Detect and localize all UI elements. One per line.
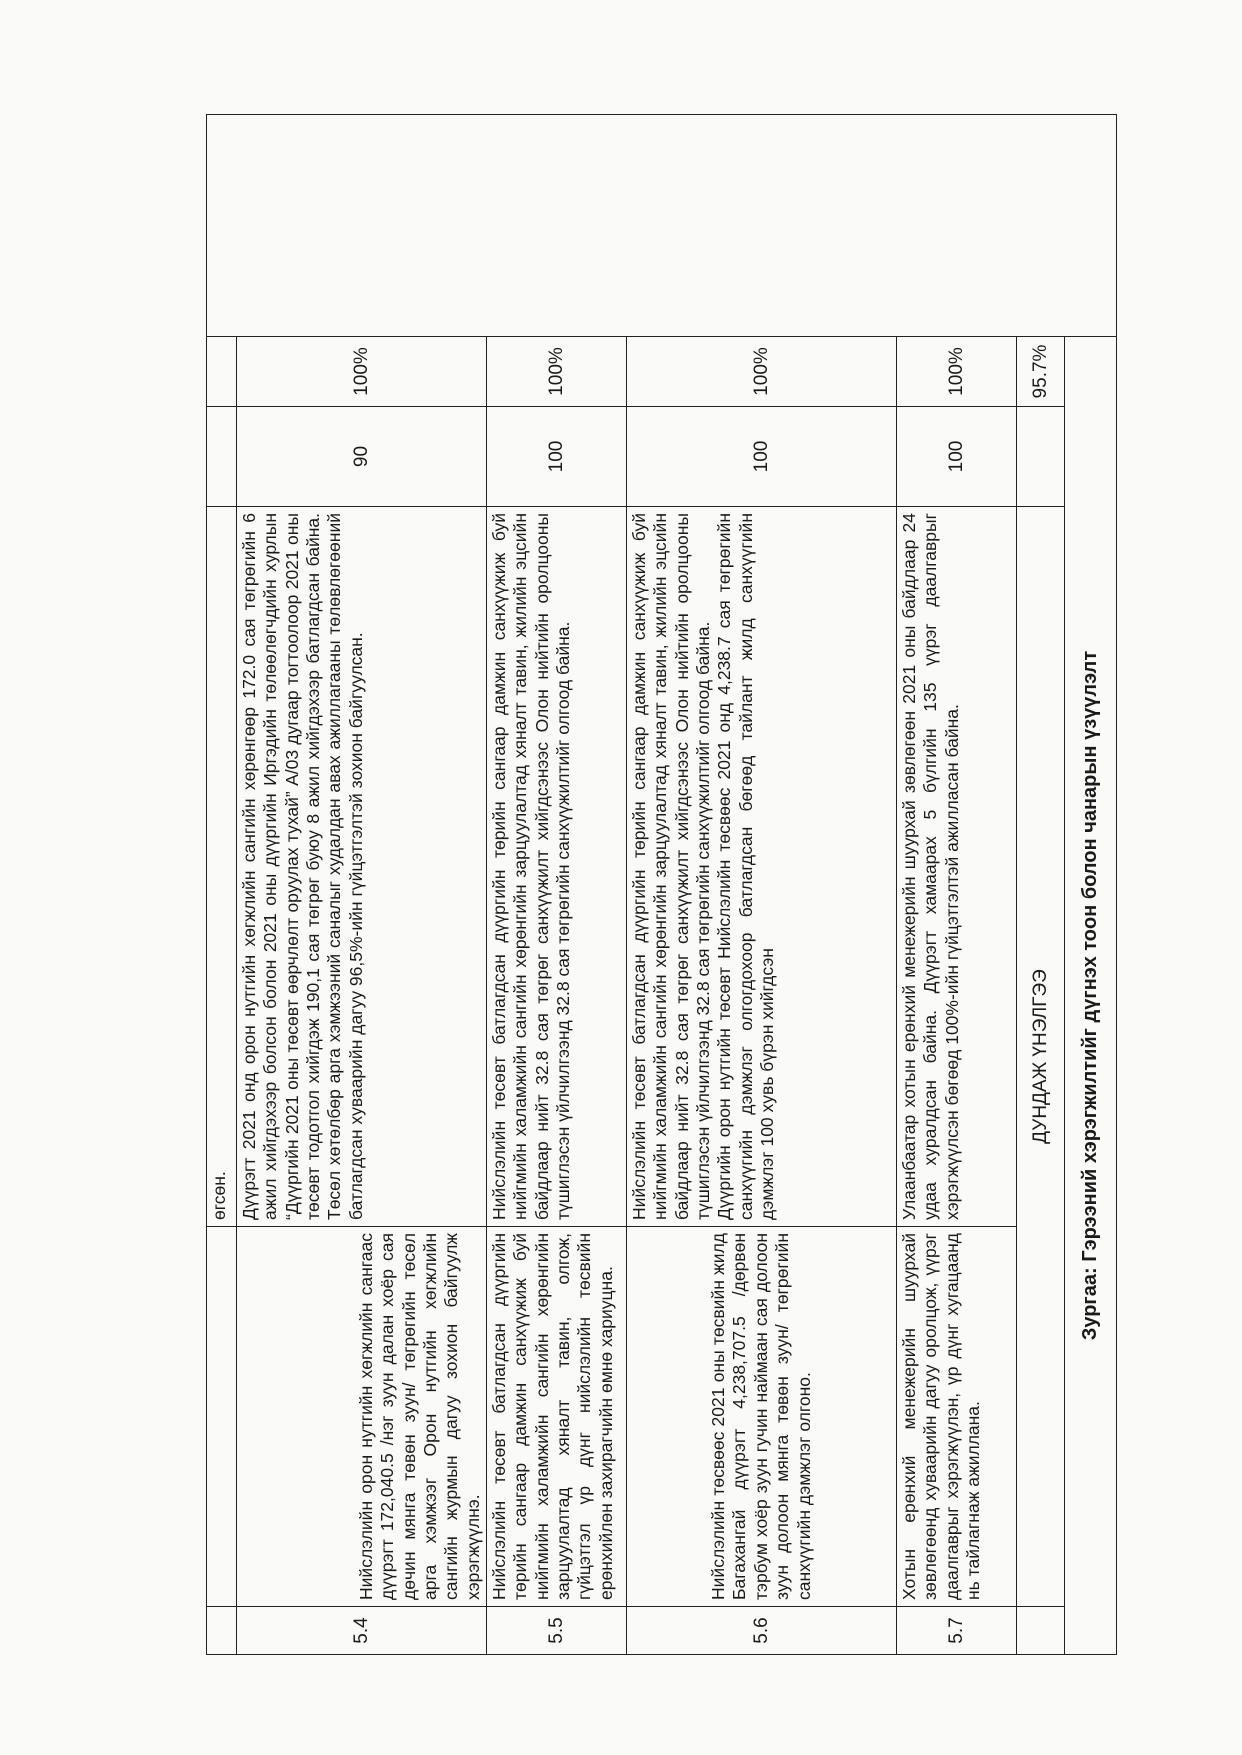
evaluation-table [206, 114, 1117, 1655]
average-label: ДУНДАЖ ҮНЭЛГЭЭ [1017, 507, 1065, 1607]
row-number: 5.5 [487, 1607, 627, 1655]
table-row [207, 115, 237, 1655]
value-cell: 100 [487, 407, 627, 507]
value-cell: 100 [627, 407, 897, 507]
table-row [627, 115, 897, 1655]
result-cell [627, 507, 897, 1227]
task-cell: Нийслэлийн төсөвт батлагдсан дүүргийн төрийн сангаар дамжин санхүүжиж буй нийгмийн халамжийн сангийн хөрөнгийн зарцуулалтад хяналт тавин, олгож, гүйцэтгэл үр дүнг нийслэлийн төсвийн ерөнхийлөн захирагчийн өмнө хариуцна. [487, 1227, 627, 1607]
table-row [897, 115, 1017, 1655]
table-row [487, 115, 627, 1655]
rotated-table-wrapper [206, 115, 1116, 1655]
average-blank-cell [1017, 1607, 1065, 1655]
result-cell: Дүүрэгт 2021 онд орон нутгийн хөгжлийн сангийн хөрөнгөөр 172.0 сая төгрөгийн 6 ажил хийгдэхээр болсон болон 2021 оны дүүргийн Иргэдийн төлөөлөгчдийн хурлын “Дүүргийн 2021 оны төсөвт өөрчлөлт оруулах тухай” А/03 дугаар тогтоолоор 2021 оны төсөвт тодотгол хийгдэж 190,1 сая төгрөг буюу 8 ажил хийгдэхээр батлагдсан байна. Төсөл хөтөлбөр арга хэмжээний саналыг худалдан авах ажиллагааны төлөвлөгөөний батлагдсан хуваарийн дагуу 96,5%-ийн гүйцэтгэлтэй зохион байгуулсан. [237, 507, 487, 1227]
average-blank-value [1017, 407, 1065, 507]
table-row [237, 115, 487, 1655]
row-number [207, 1607, 237, 1655]
task-cell: Нийслэлийн төсвөөс 2021 оны төсвийн жилд Багахангай дүүрэгт 4,238,707.5 /дөрвөн тэрбум хоёр зуун гучин наймаан сая долоон зуун долоон мянга төвөн зуун/ төгрөгийн санхүүгийн дэмжлэг олгоно. [627, 1227, 897, 1607]
percent-cell: 100% [237, 337, 487, 407]
task-cell: Хотын ерөнхий менежерийн шуурхай зөвлөгөөнд хуваарийн дагуу оролцож, үүрэг даалгаврыг хэрэгжүүлэн, үр дүнг хугацаанд нь тайлагнаж ажиллана. [897, 1227, 1017, 1607]
percent-cell: 100% [627, 337, 897, 407]
source-row [1065, 115, 1117, 1655]
source-note: Зургаа: Гэрээний хэрэгжилтийг дүгнэх тоон болон чанарын үзүүлэлт [1065, 337, 1117, 1655]
result-cell: Нийслэлийн төсөвт батлагдсан дүүргийн төрийн сангаар дамжин санхүүжиж буй нийгмийн халамжийн сангийн хөрөнгийн зарцуулалтад хяналт тавин, жилийн эцсийн байдлаар нийт 32.8 сая төгрөг санхүүжилт хийгдсэнээс Олон нийтийн оролцооны түшиглэсэн үйлчилгээнд 32.8 сая төгрөгийн санхүүжилтийг олгоод байна. [487, 507, 627, 1227]
value-cell: 90 [237, 407, 487, 507]
task-cell [207, 1227, 237, 1607]
row-number: 5.6 [627, 1607, 897, 1655]
row-number: 5.4 [237, 1607, 487, 1655]
value-cell: 100 [897, 407, 1017, 507]
row-number: 5.7 [897, 1607, 1017, 1655]
blank-margin-column [207, 115, 1117, 337]
average-row [1017, 115, 1065, 1655]
result-paragraph-2: Дүүргийн орон нутгийн төсөвт Нийслэлийн төсвөөс 2021 онд 4,238.7 сая төгрөгийн санхүүгийн дэмжлэг олгогдохоор батлагдсан бөгөөд тайлант жилд санхүүгийн дэмжлэг 100 хувь бүрэн хийгдсэн [714, 513, 778, 1220]
task-cell: Нийслэлийн орон нутгийн хөгжлийн сангаас дүүрэгт 172,040.5 /нэг зуун далан хоёр сая дөчин мянга төвөн зуун/ төгрөгийн төсөл арга хэмжээг Орон нутгийн хөгжлийн сангийн журмын дагуу зохион байгуулж хэрэгжүүлнэ. [237, 1227, 487, 1607]
value-cell [207, 407, 237, 507]
result-cell: өгсөн. [207, 507, 237, 1227]
percent-cell [207, 337, 237, 407]
percent-cell: 100% [487, 337, 627, 407]
average-percent: 95.7% [1017, 337, 1065, 407]
result-paragraph-1: Нийслэлийн төсөвт батлагдсан дүүргийн төрийн сангаар дамжин санхүүжиж буй нийгмийн халамжийн сангийн хөрөнгийн зарцуулалтад хяналт тавин, жилийн эцсийн байдлаар нийт 32.8 сая төгрөг санхүүжилт хийгдсэнээс Олон нийтийн оролцооны түшиглэсэн үйлчилгээнд 32.8 сая төгрөгийн санхүүжилтийг олгоод байна. [629, 513, 714, 1220]
result-cell: Улаанбаатар хотын ерөнхий менежерийн шуурхай зөвлөгөөн 2021 оны байдлаар 24 удаа хуралдсан байна. Дүүрэгт хамаарах 5 бүлгийн 135 үүрэг даалгаврыг хэрэгжүүлсэн бөгөөд 100%-ийн гүйцэтгэлтэй ажилласан байна. [897, 507, 1017, 1227]
percent-cell: 100% [897, 337, 1017, 407]
